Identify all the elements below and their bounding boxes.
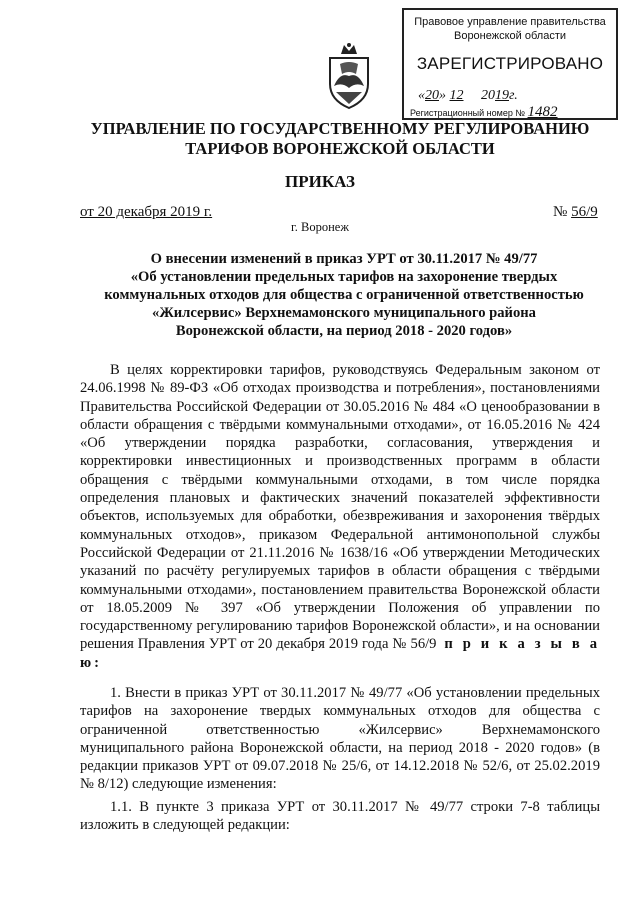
order-number-prefix: №: [553, 204, 572, 220]
stamp-reg-value: 1482: [527, 104, 558, 120]
order-number-value: 56/9: [571, 204, 598, 220]
item-1-1-text: 1.1. В пункте 3 приказа УРТ от 30.11.2017 № 49/77 строки 7-8 таблицы изложить в следующей редакции:: [80, 799, 600, 834]
coat-of-arms-emblem: [326, 42, 372, 110]
order-city: г. Воронеж: [291, 220, 349, 234]
org-title-line-1: УПРАВЛЕНИЕ ПО ГОСУДАРСТВЕННОМУ РЕГУЛИРОВАНИЮ: [90, 119, 590, 138]
stamp-date-year-prefix: 20: [481, 88, 495, 103]
registration-stamp: [402, 8, 618, 120]
stamp-line-1: Правовое управление правительства: [414, 16, 606, 28]
stamp-date-day: 20: [425, 88, 439, 103]
doc-type: ПРИКАЗ: [285, 172, 355, 191]
item-1-1-paragraph: [80, 798, 600, 835]
preamble-paragraph: [80, 361, 600, 672]
order-heading: [88, 250, 600, 340]
stamp-reg-label: Регистрационный номер №: [410, 108, 526, 118]
item-1-text: 1. Внести в приказ УРТ от 30.11.2017 № 49/77 «Об установлении предельных тарифов на захоронение твердых коммунальных отходов для общества с ограниченной ответственностью «Жилсервис» Верхнемамонского муниципального района Воронежской области, на период 2018 - 2020 годов» (в редакции приказов УРТ от 09.07.2018 № 25/6, от 14.12.2018 № 52/6, от 25.02.2019 № 8/12) следующие изменения:: [80, 685, 600, 793]
heading-line-4: «Жилсервис» Верхнемамонского муниципального района: [152, 305, 536, 321]
order-word: п р и к а з ы в а ю:: [80, 636, 601, 671]
stamp-registered: ЗАРЕГИСТРИРОВАНО: [416, 54, 604, 73]
org-title-line-2: ТАРИФОВ ВОРОНЕЖСКОЙ ОБЛАСТИ: [185, 139, 495, 158]
heading-line-2: «Об установлении предельных тарифов на захоронение твердых: [130, 269, 558, 285]
heading-line-1: О внесении изменений в приказ УРТ от 30.11.2017 № 49/77: [150, 251, 538, 267]
stamp-date-month: 12: [449, 88, 464, 103]
item-1-paragraph: [80, 684, 600, 794]
stamp-line-2: Воронежской области: [453, 30, 566, 42]
order-number: [553, 204, 598, 221]
heading-line-3: коммунальных отходов для общества с ограниченной ответственностью: [104, 287, 584, 303]
order-date: от 20 декабря 2019 г.: [80, 204, 213, 220]
stamp-date: «20» 12 2019г.: [418, 88, 518, 103]
preamble-text: В целях корректировки тарифов, руководствуясь Федеральным законом от 24.06.1998 № 89-ФЗ «Об отходах производства и потребления», постановлениями Правительства Российской Федерации от 30.05.2016 № 484 «О ценообразовании в области обращения с твёрдыми коммунальными отходами», от 16.05.2016 № 424 «Об утверждении порядка разработки, согласования, утверждения и корректировки инвестиционных и производственных программ в области обращения с твёрдыми коммунальными отходами, в том числе порядка определения плановых и фактических значений показателей эффективности объектов, используемых для обработки, обезвреживания и захоронения твёрдых коммунальных отходов», приказом Федеральной антимонопольной службы Российской Федерации от 21.11.2016 № 1638/16 «Об утверждении Методических указаний по расчёту регулируемых тарифов в области обращения с твёрдыми коммунальными отходами», постановлением правительства Воронежской области от 18.05.2009 № 397 «Об утверждении Положения об управлении по государственному регулированию тарифов Воронежской области», и на основании решения Правления УРТ от 20 декабря 2019 года № 56/9: [80, 362, 600, 653]
heading-line-5: Воронежской области, на период 2018 - 2020 годов»: [175, 323, 513, 339]
stamp-date-year: 19: [495, 88, 509, 103]
